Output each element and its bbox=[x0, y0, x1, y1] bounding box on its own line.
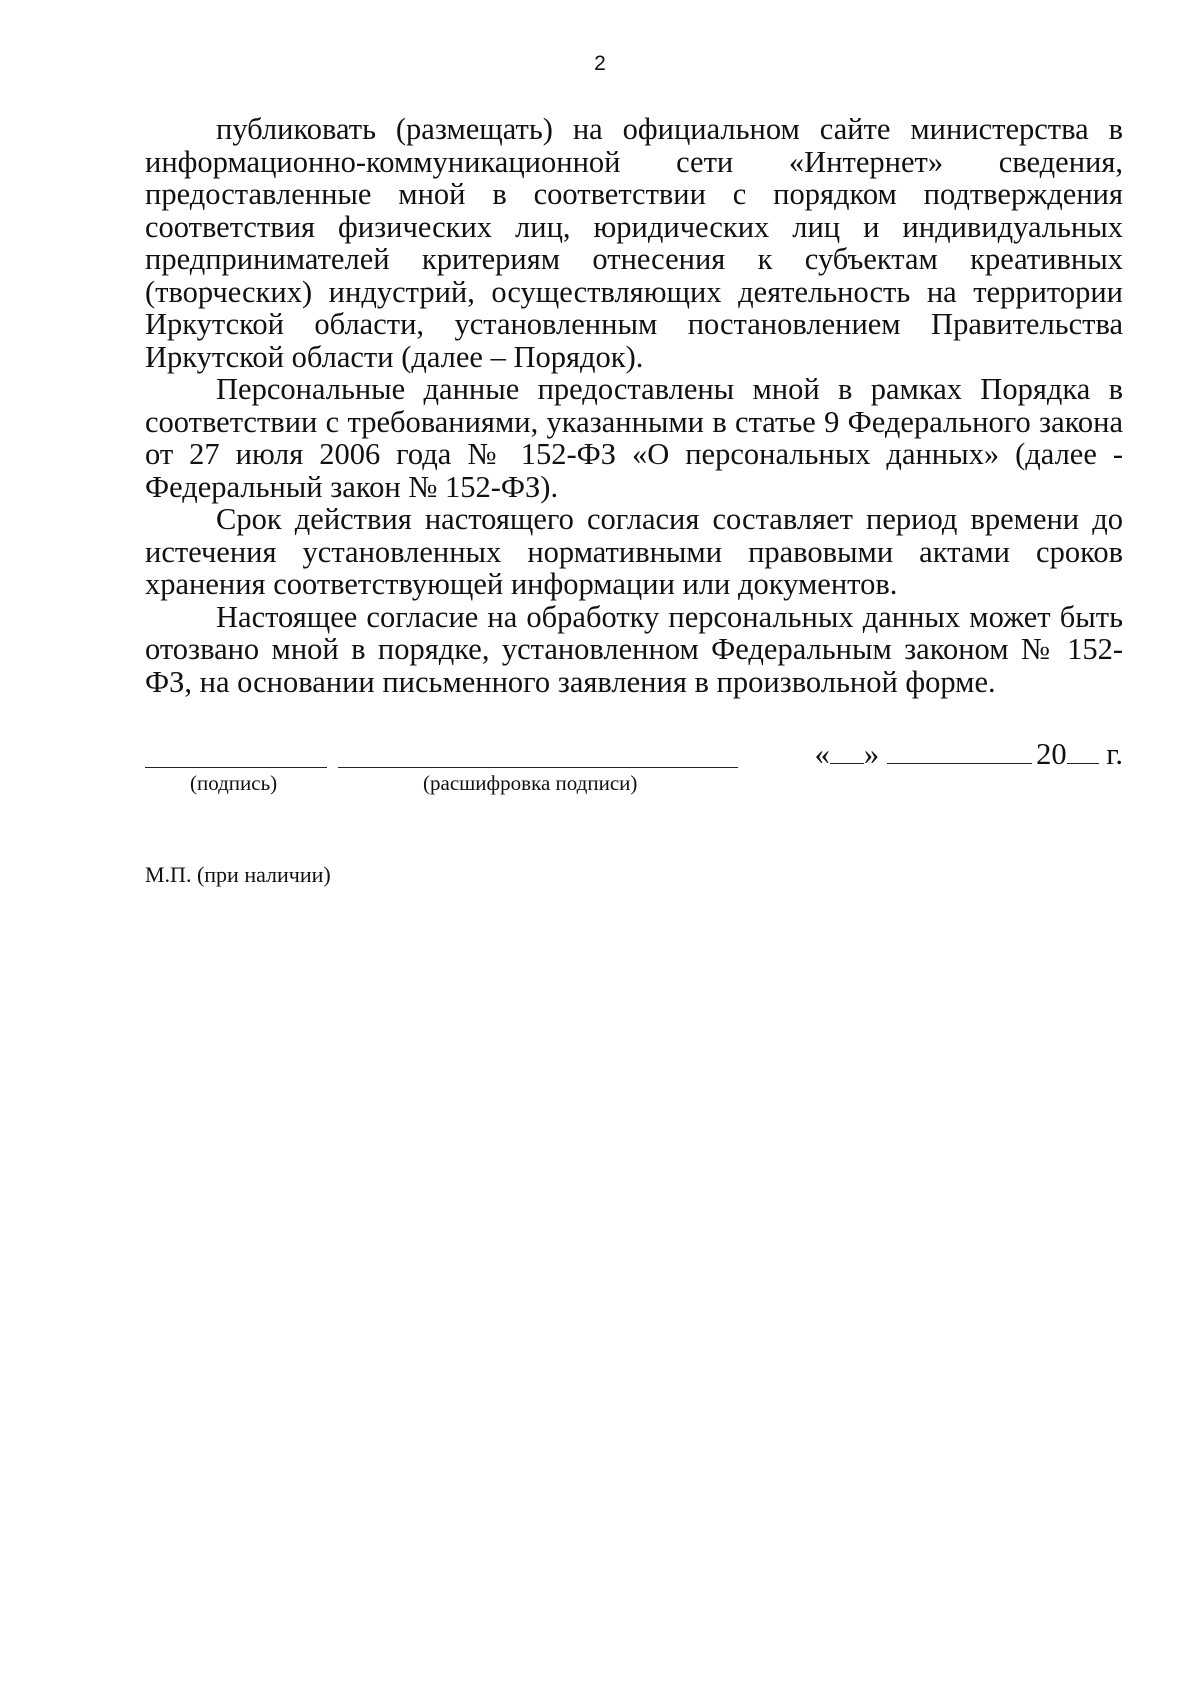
signature-decode-caption: (расшифровка подписи) bbox=[423, 771, 638, 795]
date-month-blank bbox=[887, 741, 1032, 764]
signature-line bbox=[145, 767, 327, 768]
paragraph-validity-period: Срок действия настоящего согласия составляет период времени до истечения установленных нормативными правовыми актами сроков хранения соответствующей информации или документов. bbox=[145, 502, 1123, 601]
paragraph-personal-data: Персональные данные предоставлены мной в рамках Порядка в соответствии с требованиями, указанными в статье 9 Федерального закона от 27 июля 2006 года № 152-ФЗ «О персональных данных» (далее - Федеральный закон № 152-ФЗ). bbox=[145, 372, 1123, 504]
paragraph-revocation: Настоящее согласие на обработку персональных данных может быть отозвано мной в порядке, установленном Федеральным законом № 152-ФЗ, на основании письменного заявления в произвольной форме. bbox=[145, 599, 1123, 699]
date-day-blank bbox=[830, 741, 864, 764]
signature-decode-line bbox=[338, 767, 738, 768]
date-field bbox=[815, 738, 1123, 770]
date-year-blank bbox=[1067, 741, 1099, 764]
date-year-suffix: г. bbox=[1106, 737, 1123, 771]
stamp-note: М.П. (при наличии) bbox=[145, 862, 331, 887]
signature-block bbox=[145, 737, 1123, 800]
date-close-quote: » bbox=[863, 737, 880, 771]
date-year-prefix: 20 bbox=[1036, 737, 1067, 771]
page-number: 2 bbox=[594, 52, 606, 75]
document-body bbox=[145, 113, 1123, 698]
signature-caption: (подпись) bbox=[190, 771, 278, 795]
paragraph-publication: публиковать (размещать) на официальном сайте министерства в информационно-коммуникационной сети «Интернет» сведения, предоставленные мной в соответствии с порядком подтверждения соответствия физических лиц, юридических лиц и индивидуальных предпринимателей критериям отнесения к субъектам креативных (творческих) индустрий, осуществляющих деятельность на территории Иркутской области, установленным постановлением Правительства Иркутской области (далее – Порядок). bbox=[145, 112, 1123, 374]
date-open-quote: « bbox=[814, 737, 830, 771]
